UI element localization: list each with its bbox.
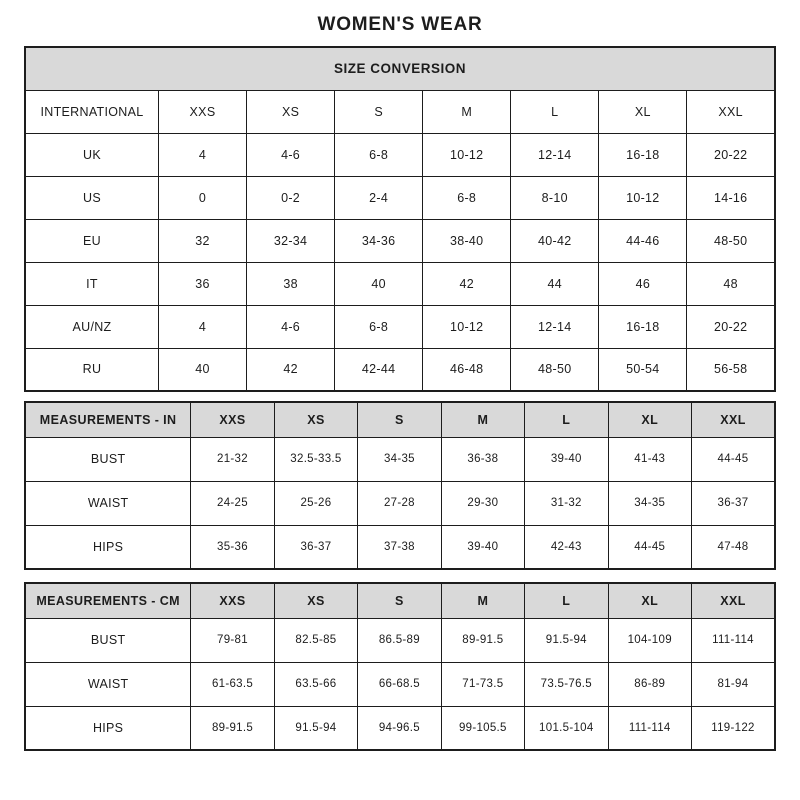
size-value-cell: 38-40 xyxy=(423,219,511,262)
measurement-value-cell: 29-30 xyxy=(441,481,524,525)
size-value-cell: 4 xyxy=(158,305,246,348)
table-row xyxy=(25,618,775,662)
measurement-value-cell: 104-109 xyxy=(608,618,691,662)
measurement-value-cell: 61-63.5 xyxy=(191,662,274,706)
table-row xyxy=(25,437,775,481)
table-row xyxy=(25,662,775,706)
size-value-cell: 12-14 xyxy=(511,133,599,176)
measurement-label: BUST xyxy=(25,437,191,481)
size-value-cell: 48 xyxy=(687,262,775,305)
measurement-value-cell: 71-73.5 xyxy=(441,662,524,706)
table-row xyxy=(25,481,775,525)
table-row xyxy=(25,219,775,262)
measurement-value-cell: 111-114 xyxy=(691,618,775,662)
size-value-cell: 38 xyxy=(247,262,335,305)
measurement-value-cell: 24-25 xyxy=(191,481,274,525)
size-column-header: L xyxy=(525,402,608,437)
size-column-header: M xyxy=(441,583,524,618)
size-value-cell: 20-22 xyxy=(687,133,775,176)
measurement-value-cell: 91.5-94 xyxy=(525,618,608,662)
measurement-value-cell: 99-105.5 xyxy=(441,706,524,750)
region-label: US xyxy=(25,176,158,219)
measurement-value-cell: 34-35 xyxy=(608,481,691,525)
size-value-cell: 10-12 xyxy=(423,133,511,176)
size-column-header: XXS xyxy=(191,402,274,437)
measurement-value-cell: 31-32 xyxy=(525,481,608,525)
measurements_cm-header-row xyxy=(25,583,775,618)
measurement-label: HIPS xyxy=(25,525,191,569)
size-value-cell: 32-34 xyxy=(247,219,335,262)
size-value-cell: 36 xyxy=(158,262,246,305)
measurement-value-cell: 34-35 xyxy=(358,437,441,481)
measurement-value-cell: 111-114 xyxy=(608,706,691,750)
region-label: RU xyxy=(25,348,158,391)
size-value-cell: 46-48 xyxy=(423,348,511,391)
table-row xyxy=(25,305,775,348)
measurements-in-table xyxy=(24,401,776,570)
size-column-header: XL xyxy=(599,90,687,133)
size-value-cell: 4 xyxy=(158,133,246,176)
size-value-cell: 40-42 xyxy=(511,219,599,262)
measurement-value-cell: 91.5-94 xyxy=(274,706,357,750)
size-value-cell: 8-10 xyxy=(511,176,599,219)
size-column-header: M xyxy=(423,90,511,133)
size-column-header: M xyxy=(441,402,524,437)
size-value-cell: 6-8 xyxy=(335,133,423,176)
region-label: EU xyxy=(25,219,158,262)
measurement-value-cell: 32.5-33.5 xyxy=(274,437,357,481)
size-value-cell: 12-14 xyxy=(511,305,599,348)
measurements_in-header-row xyxy=(25,402,775,437)
measurement-label: HIPS xyxy=(25,706,191,750)
size-column-header: XXS xyxy=(158,90,246,133)
region-label: AU/NZ xyxy=(25,305,158,348)
size-value-cell: 2-4 xyxy=(335,176,423,219)
size-conversion-title: SIZE CONVERSION xyxy=(25,47,775,90)
size-value-cell: 20-22 xyxy=(687,305,775,348)
size-value-cell: 14-16 xyxy=(687,176,775,219)
size-conversion-body xyxy=(25,47,775,391)
size-column-header: XL xyxy=(608,402,691,437)
size-column-header: S xyxy=(358,583,441,618)
table-row xyxy=(25,706,775,750)
measurement-value-cell: 39-40 xyxy=(441,525,524,569)
measurement-value-cell: 44-45 xyxy=(608,525,691,569)
measurement-value-cell: 82.5-85 xyxy=(274,618,357,662)
measurement-value-cell: 89-91.5 xyxy=(441,618,524,662)
measurement-value-cell: 36-37 xyxy=(691,481,775,525)
size-value-cell: 44-46 xyxy=(599,219,687,262)
measurement-label: WAIST xyxy=(25,662,191,706)
size-column-header: S xyxy=(335,90,423,133)
measurement-value-cell: 27-28 xyxy=(358,481,441,525)
size-column-header: L xyxy=(511,90,599,133)
measurements-cm-body xyxy=(25,583,775,750)
measurement-value-cell: 81-94 xyxy=(691,662,775,706)
measurement-value-cell: 35-36 xyxy=(191,525,274,569)
size-column-header: XS xyxy=(274,402,357,437)
size-value-cell: 42 xyxy=(423,262,511,305)
size-value-cell: 16-18 xyxy=(599,305,687,348)
measurement-value-cell: 47-48 xyxy=(691,525,775,569)
size-column-header: L xyxy=(525,583,608,618)
measurement-value-cell: 86-89 xyxy=(608,662,691,706)
region-label: IT xyxy=(25,262,158,305)
size-value-cell: 48-50 xyxy=(511,348,599,391)
size-column-header: S xyxy=(358,402,441,437)
size-column-header: XS xyxy=(247,90,335,133)
size-value-cell: 40 xyxy=(335,262,423,305)
measurement-value-cell: 37-38 xyxy=(358,525,441,569)
size-value-cell: 4-6 xyxy=(247,133,335,176)
size-column-header: XS xyxy=(274,583,357,618)
region-label: UK xyxy=(25,133,158,176)
size-value-cell: 40 xyxy=(158,348,246,391)
size-conversion-table xyxy=(24,46,776,392)
measurements_cm-title: MEASUREMENTS - CM xyxy=(25,583,191,618)
size-conversion-columns-row xyxy=(25,90,775,133)
table-row xyxy=(25,525,775,569)
measurement-value-cell: 101.5-104 xyxy=(525,706,608,750)
size-value-cell: 0 xyxy=(158,176,246,219)
measurement-value-cell: 73.5-76.5 xyxy=(525,662,608,706)
size-value-cell: 56-58 xyxy=(687,348,775,391)
size-value-cell: 34-36 xyxy=(335,219,423,262)
size-value-cell: 44 xyxy=(511,262,599,305)
measurement-value-cell: 44-45 xyxy=(691,437,775,481)
measurement-value-cell: 42-43 xyxy=(525,525,608,569)
measurement-label: BUST xyxy=(25,618,191,662)
measurement-value-cell: 36-37 xyxy=(274,525,357,569)
international-column-header: INTERNATIONAL xyxy=(25,90,158,133)
measurement-value-cell: 79-81 xyxy=(191,618,274,662)
size-value-cell: 10-12 xyxy=(599,176,687,219)
measurement-value-cell: 41-43 xyxy=(608,437,691,481)
measurements-in-body xyxy=(25,402,775,569)
size-value-cell: 46 xyxy=(599,262,687,305)
measurement-value-cell: 63.5-66 xyxy=(274,662,357,706)
size-column-header: XXS xyxy=(191,583,274,618)
measurement-label: WAIST xyxy=(25,481,191,525)
measurements_in-title: MEASUREMENTS - IN xyxy=(25,402,191,437)
measurement-value-cell: 94-96.5 xyxy=(358,706,441,750)
measurement-value-cell: 25-26 xyxy=(274,481,357,525)
size-value-cell: 42-44 xyxy=(335,348,423,391)
size-value-cell: 6-8 xyxy=(335,305,423,348)
size-column-header: XXL xyxy=(691,402,775,437)
size-column-header: XXL xyxy=(691,583,775,618)
size-value-cell: 10-12 xyxy=(423,305,511,348)
measurement-value-cell: 89-91.5 xyxy=(191,706,274,750)
table-row xyxy=(25,176,775,219)
size-value-cell: 0-2 xyxy=(247,176,335,219)
size-value-cell: 16-18 xyxy=(599,133,687,176)
size-value-cell: 4-6 xyxy=(247,305,335,348)
measurement-value-cell: 21-32 xyxy=(191,437,274,481)
measurement-value-cell: 86.5-89 xyxy=(358,618,441,662)
size-column-header: XL xyxy=(608,583,691,618)
measurement-value-cell: 119-122 xyxy=(691,706,775,750)
size-value-cell: 48-50 xyxy=(687,219,775,262)
size-value-cell: 50-54 xyxy=(599,348,687,391)
measurement-value-cell: 36-38 xyxy=(441,437,524,481)
measurement-value-cell: 66-68.5 xyxy=(358,662,441,706)
measurements-cm-table xyxy=(24,582,776,751)
size-column-header: XXL xyxy=(687,90,775,133)
size-value-cell: 42 xyxy=(247,348,335,391)
size-value-cell: 32 xyxy=(158,219,246,262)
table-row xyxy=(25,133,775,176)
size-conversion-title-row xyxy=(25,47,775,90)
size-value-cell: 6-8 xyxy=(423,176,511,219)
table-row xyxy=(25,348,775,391)
page-title: WOMEN'S WEAR xyxy=(317,14,483,35)
measurement-value-cell: 39-40 xyxy=(525,437,608,481)
table-row xyxy=(25,262,775,305)
